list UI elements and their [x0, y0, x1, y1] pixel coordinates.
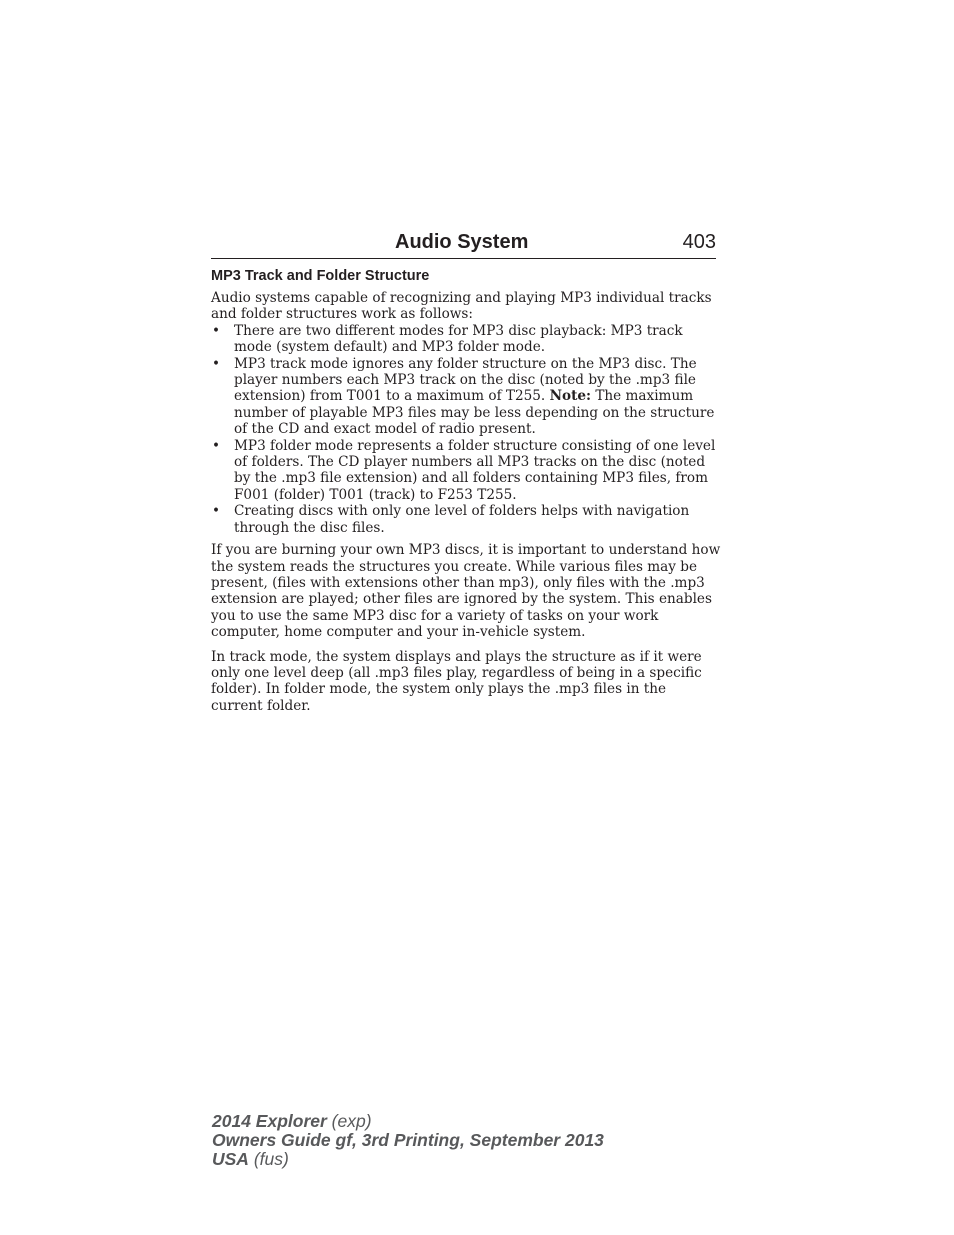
list-item-text: Creating discs with only one level of folders helps with navigation through the disc files. — [234, 503, 690, 536]
intro-paragraph: Audio systems capable of recognizing and playing MP3 individual tracks and folder structures work as follows: — [211, 290, 712, 323]
list-item — [211, 438, 721, 504]
body-paragraph: If you are burning your own MP3 discs, it is important to understand how the system reads the structures you create. While various files may be present, (files with extensions other than mp3), only files with the .mp3 extension are played; other files are ignored by the system. This enables you to use the same MP3 disc for a variety of tasks on your work computer, home computer and your in-vehicle system. — [211, 542, 721, 641]
footer-line-model — [212, 1112, 604, 1131]
bullet-list — [211, 323, 721, 536]
note-label: Note: — [549, 388, 592, 405]
bullet-icon: • — [212, 355, 221, 372]
bullet-icon: • — [212, 503, 221, 520]
footer-market: USA — [212, 1149, 249, 1169]
section-heading: MP3 Track and Folder Structure — [211, 268, 430, 284]
footer-edition: Owners Guide gf, 3rd Printing, September 2013 — [212, 1130, 604, 1150]
bullet-icon: • — [212, 437, 221, 454]
list-item — [211, 323, 721, 356]
page-content — [211, 266, 721, 722]
footer-line-market — [212, 1150, 604, 1169]
list-item — [211, 503, 721, 536]
footer-line-edition — [212, 1131, 604, 1150]
page-header — [211, 228, 716, 259]
list-item-text: The maximum number of playable MP3 files may be less depending on the structure of the CD and exact model of radio present. — [234, 388, 715, 438]
footer-market-code: (fus) — [253, 1149, 289, 1169]
footer-model: 2014 Explorer — [212, 1111, 327, 1131]
footer-model-code: (exp) — [331, 1111, 372, 1131]
body-paragraph: In track mode, the system displays and plays the structure as if it were only one level deep (all .mp3 files play, regardless of being in a specific folder). In folder mode, the system only plays the .mp3 files in the current folder. — [211, 648, 702, 714]
page-number: 403 — [682, 231, 716, 253]
list-item-text: MP3 folder mode represents a folder structure consisting of one level of folders. The CD player numbers all MP3 tracks on the disc (noted by the .mp3 file extension) and all folders containing MP3 files, from F001 (folder) T001 (track) to F253 T255. — [234, 437, 716, 503]
chapter-title: Audio System — [395, 231, 529, 253]
list-item-text: MP3 track mode ignores any folder structure on the MP3 disc. The player numbers each MP3 track on the disc (noted by the .mp3 file extension) from T001 to a maximum of T255. — [234, 355, 697, 405]
bullet-icon: • — [212, 322, 221, 339]
list-item — [211, 356, 721, 438]
list-item-text: There are two different modes for MP3 disc playback: MP3 track mode (system default) and MP3 folder mode. — [234, 322, 683, 356]
page-footer — [212, 1112, 604, 1169]
